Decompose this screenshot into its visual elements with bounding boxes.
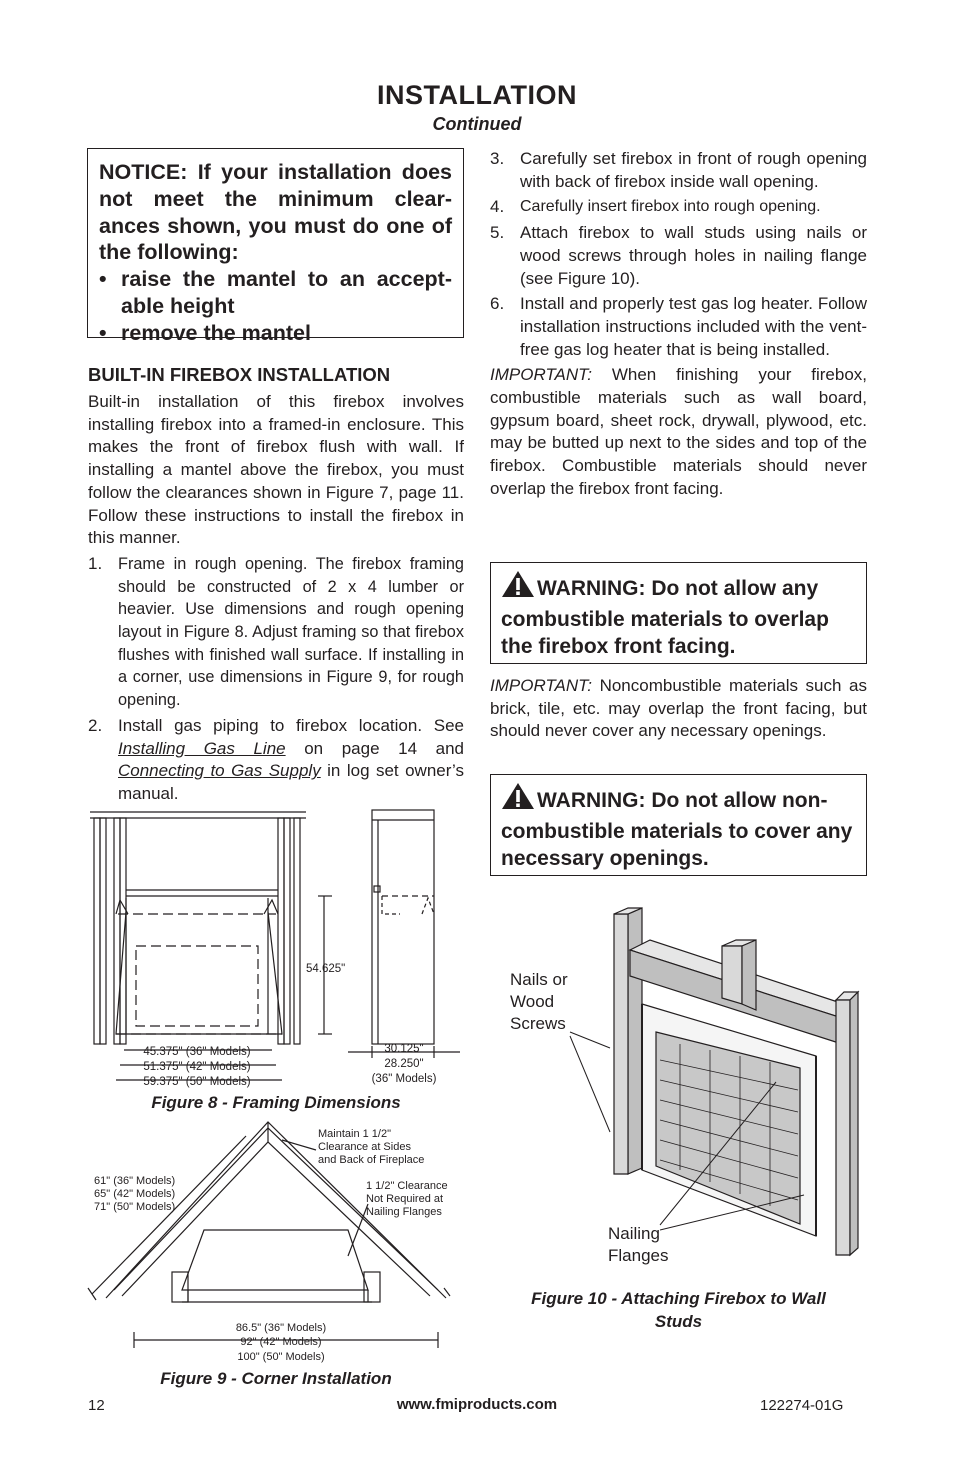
list-item [88,553,464,712]
notice-bullet-2 [99,320,452,347]
right-column [490,148,867,501]
step-text: Frame in rough opening. The firebox framing should be constructed of 2 x 4 lumber or heavier. Use dimensions and rough opening layout in Figure 8. Adjust framing so that firebox flushes with finished wall surface. If installing in a corner, use dimensions in Figure 9, for rough opening. [118,554,464,710]
left-column [88,391,464,806]
step-text: Carefully insert firebox into rough opening. [520,198,821,216]
step-number: 6. [490,294,505,314]
warning-text: WARNING: Do not allow non-combustible materials to cover any necessary openings. [501,789,853,870]
figure-10-caption-line: Figure 10 - Attaching Firebox to Wall [531,1289,826,1308]
fig10-nails-label: Nails or [510,970,568,989]
footer-url[interactable]: www.fmiproducts.com [396,1396,558,1413]
document-code: 122274-01G [760,1397,844,1414]
step-number: 4. [490,197,505,217]
important-text: When finishing your firebox, combustible materials such as wall board, gypsum board, sheet rock, drywall, plywood, etc. may be butted up next to the sides and top of the firebox. Combustible materials should never overlap the firebox front facing. [490,365,867,498]
step-text: Carefully set firebox in front of rough opening with back of firebox inside wall opening. [520,149,867,191]
fig8-height-label: 54.625" [306,963,346,975]
fig9-side-label: 61" (36" Models) [94,1175,176,1187]
important-text: Noncombustible materials such as brick, tile, etc. may overlap the front facing, but should never cover any necessary openings. [490,676,867,741]
link-connecting-gas-supply[interactable]: Connecting to Gas Supply [118,761,321,781]
fig9-notreq-label: 1 1/2" Clearance [366,1180,448,1192]
fig9-maintain-label: and Back of Fireplace [318,1154,425,1166]
fig9-notreq-label: Nailing Flanges [366,1206,442,1218]
warning-box-2 [490,774,867,876]
fig8-depth-label: 30.125" [384,1043,424,1055]
figure-10-caption [490,1287,867,1333]
fig10-flanges-label: Nailing [608,1224,660,1243]
figure-9-corner-diagram [86,1120,466,1365]
step-number: 3. [490,149,505,168]
important-label: IMPORTANT: [490,676,592,695]
fig9-notreq-label: Not Required at [366,1193,444,1205]
figure-9-caption: Figure 9 - Corner Installation [160,1369,392,1388]
step-number: 2. [88,715,103,735]
bullet-icon: • [99,267,107,292]
step-text-part: in log set owner’s manual. [118,761,465,803]
list-item [490,222,867,290]
notice-bullet-text: remove the mantel [121,320,311,345]
list-item [88,715,464,806]
fig8-depth-label: (36" Models) [371,1073,437,1085]
steps-list-left [88,553,464,806]
fig9-side-label: 71" (50" Models) [94,1201,176,1213]
warning-triangle-icon [501,570,535,606]
page-number: 12 [88,1397,105,1414]
notice-bullet-1 [99,266,452,320]
fig9-base-label: 92" (42" Models) [240,1336,322,1348]
step-text: Attach firebox to wall studs using nails or wood screws through holes in nailing flange (see Figure 10). [520,223,867,288]
fig8-width-label: 45.375" (36" Models) [143,1046,251,1058]
fig8-width-label: 51.375" (42" Models) [143,1061,251,1073]
warning-text: WARNING: Do not allow any combustible materials to overlap the firebox front facing. [501,577,829,658]
list-item [490,196,867,219]
notice-bullet-text: raise the mantel to an accept-able height [121,267,452,318]
link-installing-gas-line[interactable]: Installing Gas Line [118,738,286,758]
fig9-base-label: 100" (50" Models) [237,1351,325,1363]
fig10-nails-label: Wood [510,992,555,1011]
fig9-side-label: 65" (42" Models) [94,1188,176,1200]
warning-box-1 [490,562,867,664]
notice-box [87,148,464,345]
fig10-flanges-label: Flanges [608,1246,669,1265]
warning-triangle-icon [501,782,535,818]
important-paragraph-2 [490,675,867,743]
step-text-part: on page 14 and [285,738,464,758]
figure-10-caption-line: Studs [654,1312,703,1331]
figure-8-framing-diagram [86,806,466,1096]
fig10-nails-label: Screws [510,1014,566,1033]
page-subtitle: Continued [432,114,522,134]
page-title: INSTALLATION [377,80,577,110]
fig8-depth-label: 28.250" [384,1058,424,1070]
step-text [118,715,464,806]
fig9-maintain-label: Clearance at Sides [318,1141,411,1153]
steps-list-right [490,148,867,361]
step-number: 1. [88,553,103,573]
bullet-icon: • [99,320,107,345]
notice-text: NOTICE: If your installation does not meet the minimum clear-ances shown, you must do one of the following: [99,160,452,265]
intro-paragraph: Built-in installation of this firebox involves installing firebox into a framed-in enclosure. This makes the front of firebox flush with wall. If installing a mantel above the firebox, you must follow the clearances shown in Figure 7, page 11. Follow these instructions to install the firebox in this manner. [88,392,464,548]
figure-8-caption: Figure 8 - Framing Dimensions [151,1093,401,1112]
step-text-part: Install gas piping to firebox location. See [118,715,464,735]
important-paragraph-1 [490,364,867,500]
section-heading: BUILT-IN FIREBOX INSTALLATION [88,364,391,385]
list-item [490,148,867,193]
fig9-base-label: 86.5" (36" Models) [235,1322,327,1334]
important-label: IMPORTANT: [490,365,592,385]
figure-10-firebox-studs-diagram [500,900,870,1275]
fig9-maintain-label: Maintain 1 1/2" [318,1128,392,1140]
fig8-width-label: 59.375" (50" Models) [143,1076,251,1088]
list-item [490,293,867,361]
step-number: 5. [490,223,505,243]
step-text: Install and properly test gas log heater. Follow installation instructions included with the vent-free gas log heater that is being installed. [520,294,867,359]
